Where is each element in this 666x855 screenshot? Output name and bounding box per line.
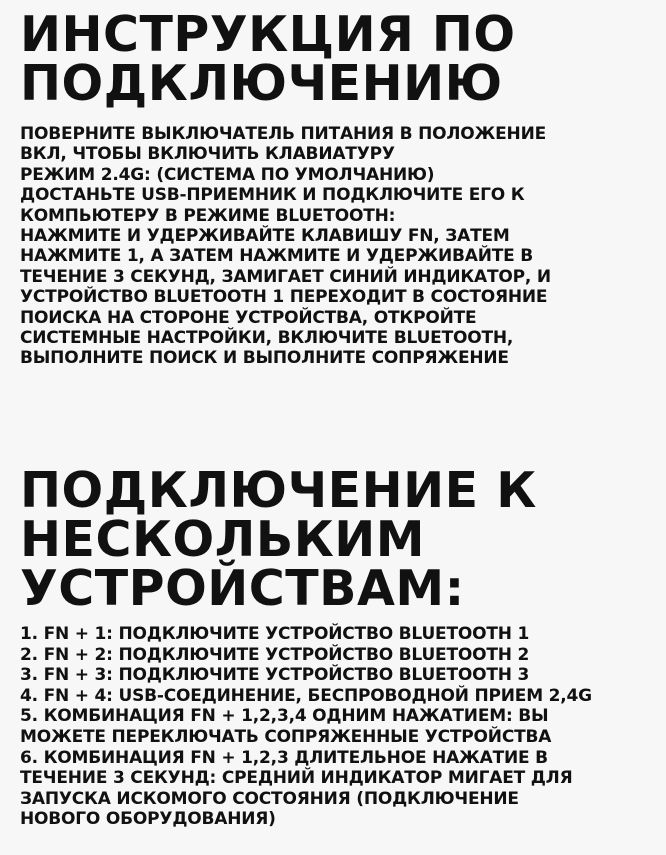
heading-line: ПОДКЛЮЧЕНИЕ К [20, 462, 537, 519]
text-line: НАЖМИТЕ И УДЕРЖИВАЙТЕ КЛАВИШУ FN, ЗАТЕМ [20, 226, 510, 247]
text-line: КОМПЬЮТЕРУ В РЕЖИМЕ BLUETOOTH: [20, 205, 396, 226]
multi-device-heading [20, 462, 537, 617]
text-line: ТЕЧЕНИЕ 3 СЕКУНД, ЗАМИГАЕТ СИНИЙ ИНДИКАТОР, И [20, 266, 551, 287]
text-line: ПОВЕРНИТЕ ВЫКЛЮЧАТЕЛЬ ПИТАНИЯ В ПОЛОЖЕНИЕ [20, 124, 547, 144]
heading-line: НЕСКОЛЬКИМ [20, 511, 426, 568]
text-line: ДОСТАНЬТЕ USB-ПРИЕМНИК И ПОДКЛЮЧИТЕ ЕГО К [20, 185, 525, 206]
list-item: 2. FN + 2: ПОДКЛЮЧИТЕ УСТРОЙСТВО BLUETOOTH 2 [20, 644, 530, 665]
text-line: ВЫПОЛНИТЕ ПОИСК И ВЫПОЛНИТЕ СОПРЯЖЕНИЕ [20, 348, 509, 369]
list-item: 1. FN + 1: ПОДКЛЮЧИТЕ УСТРОЙСТВО BLUETOOTH 1 [20, 624, 530, 644]
text-line: РЕЖИМ 2.4G: (СИСТЕМА ПО УМОЛЧАНИЮ) [20, 164, 435, 185]
list-item: НОВОГО ОБОРУДОВАНИЯ) [20, 809, 276, 830]
connection-instructions-text [20, 124, 551, 369]
list-item: ТЕЧЕНИЕ 3 СЕКУНД: СРЕДНИЙ ИНДИКАТОР МИГАЕТ ДЛЯ [20, 768, 573, 789]
text-line: УСТРОЙСТВО BLUETOOTH 1 ПЕРЕХОДИТ В СОСТОЯНИЕ [20, 287, 548, 308]
text-line: ВКЛ, ЧТОБЫ ВКЛЮЧИТЬ КЛАВИАТУРУ [20, 144, 395, 165]
list-item: 5. КОМБИНАЦИЯ FN + 1,2,3,4 ОДНИМ НАЖАТИЕМ: ВЫ [20, 706, 549, 727]
list-item: 3. FN + 3: ПОДКЛЮЧИТЕ УСТРОЙСТВО BLUETOOTH 3 [20, 665, 530, 686]
list-item: 6. КОМБИНАЦИЯ FN + 1,2,3 ДЛИТЕЛЬНОЕ НАЖАТИЕ В [20, 747, 548, 768]
heading-line: ИНСТРУКЦИЯ ПО [20, 6, 516, 63]
multi-device-list [20, 624, 592, 830]
list-item: ЗАПУСКА ИСКОМОГО СОСТОЯНИЯ (ПОДКЛЮЧЕНИЕ [20, 788, 519, 809]
connection-instructions-heading [20, 6, 516, 112]
list-item: МОЖЕТЕ ПЕРЕКЛЮЧАТЬ СОПРЯЖЕННЫЕ УСТРОЙСТВА [20, 726, 552, 747]
text-line: ПОИСКА НА СТОРОНЕ УСТРОЙСТВА, ОТКРОЙТЕ [20, 307, 477, 328]
list-item: 4. FN + 4: USB-СОЕДИНЕНИЕ, БЕСПРОВОДНОЙ ПРИЕМ 2,4G [20, 685, 592, 706]
text-line: НАЖМИТЕ 1, А ЗАТЕМ НАЖМИТЕ И УДЕРЖИВАЙТЕ В [20, 246, 534, 267]
heading-line: ПОДКЛЮЧЕНИЮ [20, 55, 503, 112]
text-line: СИСТЕМНЫЕ НАСТРОЙКИ, ВКЛЮЧИТЕ BLUETOOTH, [20, 328, 514, 349]
heading-line: УСТРОЙСТВАМ: [20, 560, 465, 617]
